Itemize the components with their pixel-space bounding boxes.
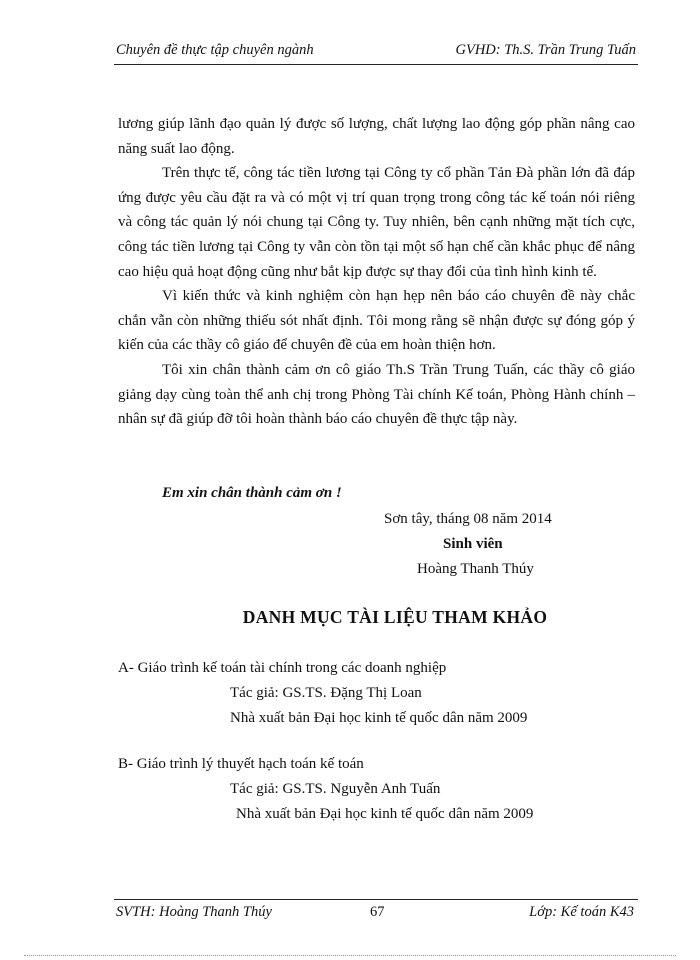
reference-a-title: A- Giáo trình kế toán tài chính trong các doanh nghiệp <box>118 660 447 676</box>
signature-place-date: Sơn tây, tháng 08 năm 2014 <box>384 511 552 527</box>
reference-b-title: B- Giáo trình lý thuyết hạch toán kế toán <box>118 756 364 772</box>
body-text <box>118 112 635 432</box>
paragraph: Vì kiến thức và kinh nghiệm còn hạn hẹp nên báo cáo chuyên đề này chắc chắn vẫn còn những thiếu sót nhất định. Tôi mong rằng sẽ nhận được sự đóng góp ý kiến của các thầy cô giáo để chuyên đề của em hoàn thiện hơn. <box>118 288 635 354</box>
closing-thanks: Em xin chân thành cảm ơn ! <box>162 485 342 501</box>
reference-b-publisher: Nhà xuất bản Đại học kinh tế quốc dân năm 2009 <box>236 806 534 822</box>
reference-a-publisher: Nhà xuất bản Đại học kinh tế quốc dân năm 2009 <box>230 710 528 726</box>
paragraph: Tôi xin chân thành cảm ơn cô giáo Th.S Trần Trung Tuấn, các thầy cô giáo giảng dạy cùng toàn thể anh chị trong Phòng Tài chính Kế toán, Phòng Hành chính – nhân sự đã giúp đỡ tôi hoàn thành báo cáo chuyên đề thực tập này. <box>118 361 635 428</box>
references-title-text: DANH MỤC TÀI LIỆU THAM KHẢO <box>242 607 548 627</box>
page-bottom-divider <box>24 955 676 956</box>
footer-student: SVTH: Hoàng Thanh Thúy <box>116 904 272 920</box>
paragraph: Trên thực tế, công tác tiền lương tại Công ty cổ phần Tản Đà phần lớn đã đáp ứng được yêu cầu đặt ra và có một vị trí quan trọng trong công tác kế toán nói riêng và công tác quản lý nói chung tại Công ty. Tuy nhiên, bên cạnh những mặt tích cực, công tác tiền lương tại Công ty vẫn còn tồn tại một số hạn chế cần khắc phục để nâng cao hiệu quả hoạt động cũng như bắt kịp được sự thay đổi của tình hình kinh tế. <box>118 165 635 280</box>
references-title <box>0 607 700 628</box>
reference-b-author: Tác giả: GS.TS. Nguyễn Anh Tuấn <box>230 781 441 797</box>
header-course: Chuyên đề thực tập chuyên ngành <box>116 42 314 58</box>
paragraph-continued: lương giúp lãnh đạo quản lý được số lượng, chất lượng lao động góp phần nâng cao năng suất lao động. <box>118 116 635 157</box>
footer-class: Lớp: Kế toán K43 <box>529 904 634 920</box>
page-header <box>114 42 638 65</box>
signature-role: Sinh viên <box>443 536 503 552</box>
header-advisor: GVHD: Th.S. Trần Trung Tuấn <box>455 42 636 58</box>
signature-name: Hoàng Thanh Thúy <box>417 561 534 577</box>
page-footer <box>114 899 638 924</box>
reference-a-author: Tác giả: GS.TS. Đặng Thị Loan <box>230 685 422 701</box>
page-number: 67 <box>370 904 385 920</box>
